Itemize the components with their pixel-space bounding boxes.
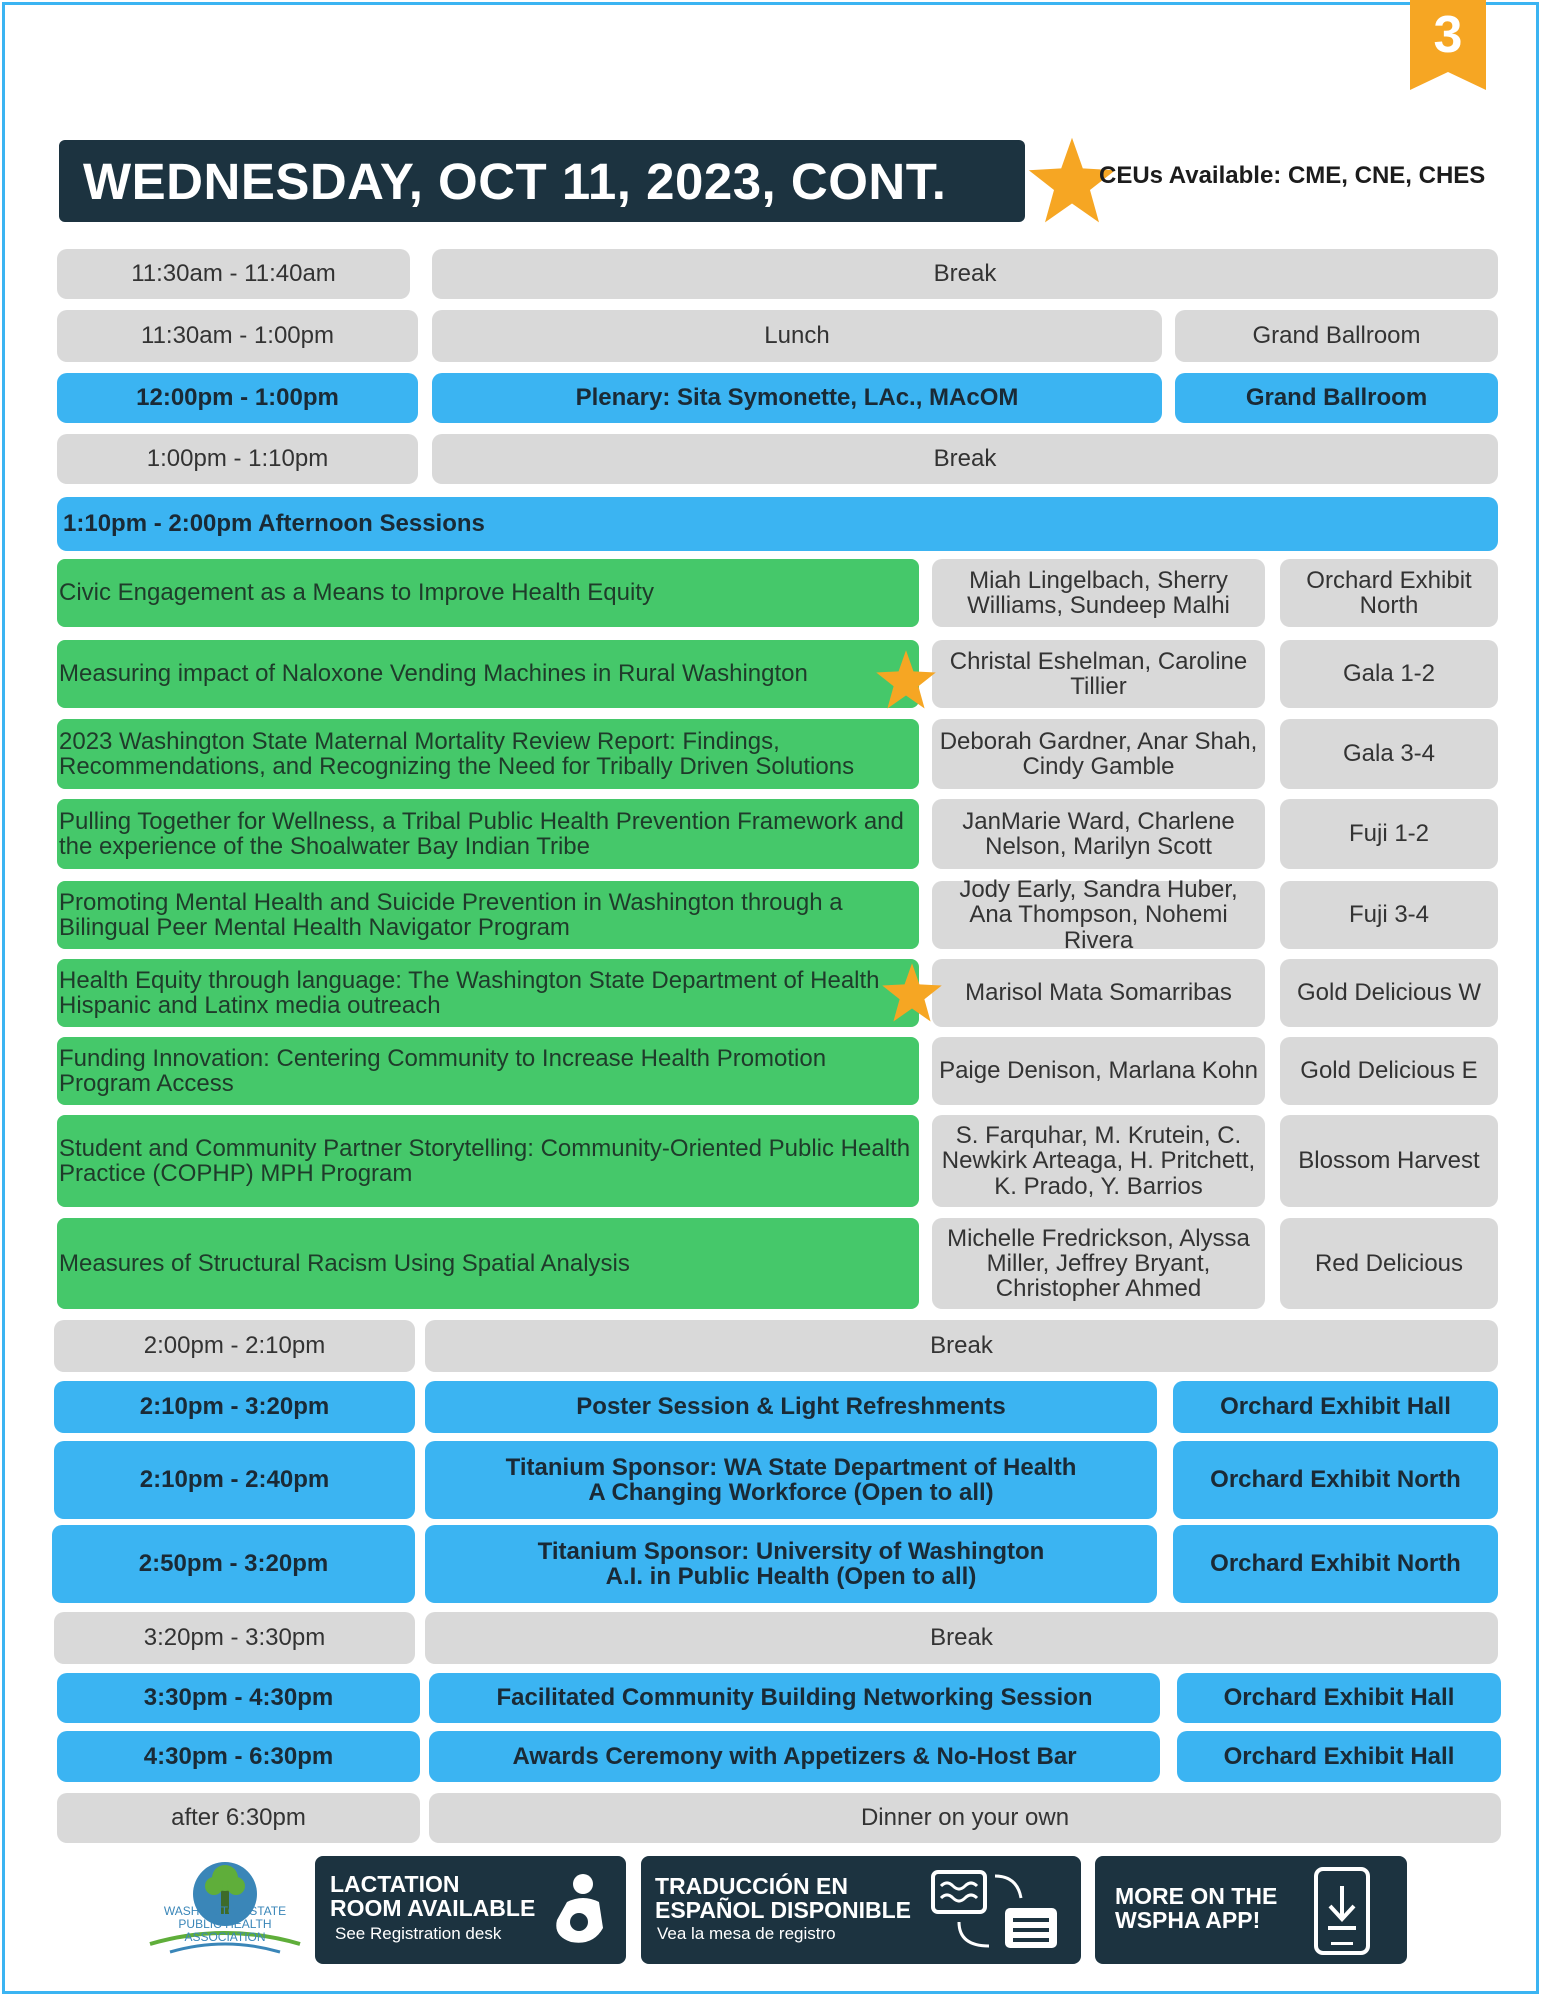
event-cell: Dinner on your own	[429, 1793, 1501, 1843]
room-cell: Orchard Exhibit North	[1173, 1441, 1498, 1519]
session-title: Pulling Together for Wellness, a Tribal Public Health Prevention Framework and the experience of the Shoalwater Bay Indian Tribe	[57, 799, 919, 869]
lactation-room-card	[315, 1856, 626, 1964]
title-line: LACTATION	[330, 1871, 460, 1897]
event-line: A Changing Workforce (Open to all)	[588, 1479, 994, 1506]
lactation-subtext: See Registration desk	[335, 1924, 502, 1943]
event-cell: Break	[432, 249, 1498, 299]
session-title: Measuring impact of Naloxone Vending Machines in Rural Washington	[57, 640, 919, 708]
session-room: Gala 3-4	[1280, 719, 1498, 789]
event-cell: Lunch	[432, 310, 1162, 362]
ceu-star-icon	[875, 649, 937, 711]
time-cell: 1:00pm - 1:10pm	[57, 434, 418, 484]
time-cell: 12:00pm - 1:00pm	[57, 373, 418, 423]
session-speakers: JanMarie Ward, Charlene Nelson, Marilyn Scott	[932, 799, 1265, 869]
session-title: Student and Community Partner Storytelling: Community-Oriented Public Health Practice (COPHP) MPH Program	[57, 1115, 919, 1207]
session-speakers: Miah Lingelbach, Sherry Williams, Sundeep Malhi	[932, 559, 1265, 627]
title-line: ESPAÑOL DISPONIBLE	[655, 1897, 912, 1924]
room-cell: Orchard Exhibit Hall	[1177, 1731, 1501, 1782]
translation-icon	[931, 1868, 1061, 1954]
room-cell: Orchard Exhibit Hall	[1173, 1381, 1498, 1433]
page-title: WEDNESDAY, OCT 11, 2023, CONT.	[59, 140, 1025, 222]
session-room: Red Delicious	[1280, 1218, 1498, 1309]
session-room: Gala 1-2	[1280, 640, 1498, 708]
event-cell: Break	[425, 1320, 1498, 1372]
event-cell: Break	[432, 434, 1498, 484]
session-speakers: Deborah Gardner, Anar Shah, Cindy Gamble	[932, 719, 1265, 789]
time-cell: 4:30pm - 6:30pm	[57, 1731, 420, 1782]
session-room: Gold Delicious E	[1280, 1037, 1498, 1105]
session-title: Health Equity through language: The Washington State Department of Health Hispanic and Latinx media outreach	[57, 959, 919, 1027]
event-cell: Facilitated Community Building Networking Session	[429, 1673, 1160, 1723]
event-cell: Poster Session & Light Refreshments	[425, 1381, 1157, 1433]
ceu-available-text: CEUs Available: CME, CNE, CHES	[1099, 162, 1486, 189]
translation-card	[641, 1856, 1081, 1964]
app-title	[1115, 1884, 1277, 1932]
event-cell: Awards Ceremony with Appetizers & No-Host Bar	[429, 1731, 1160, 1782]
page-number-ribbon	[1410, 0, 1486, 90]
session-speakers: Christal Eshelman, Caroline Tillier	[932, 640, 1265, 708]
time-cell: 11:30am - 1:00pm	[57, 310, 418, 362]
phone-download-icon	[1313, 1866, 1371, 1956]
event-cell: Break	[425, 1612, 1498, 1664]
time-cell: 2:10pm - 3:20pm	[54, 1381, 415, 1433]
sponsor-event-cell	[425, 1441, 1157, 1519]
room-cell: Grand Ballroom	[1175, 373, 1498, 423]
session-title: 2023 Washington State Maternal Mortality Review Report: Findings, Recommendations, and Recognizing the Need for Tribally Driven Solutions	[57, 719, 919, 789]
event-line: A.I. in Public Health (Open to all)	[605, 1563, 977, 1590]
time-cell: 2:10pm - 2:40pm	[54, 1441, 415, 1519]
page-number: 3	[1433, 6, 1463, 64]
session-speakers: S. Farquhar, M. Krutein, C. Newkirk Arteaga, H. Pritchett, K. Prado, Y. Barrios	[932, 1115, 1265, 1207]
time-cell: 3:20pm - 3:30pm	[54, 1612, 415, 1664]
session-room: Blossom Harvest	[1280, 1115, 1498, 1207]
event-line: Titanium Sponsor: University of Washington	[537, 1537, 1045, 1565]
session-speakers: Paige Denison, Marlana Kohn	[932, 1037, 1265, 1105]
sponsor-event-cell	[425, 1525, 1157, 1603]
logo-text	[140, 1905, 310, 1945]
translation-subtext: Vea la mesa de registro	[657, 1924, 836, 1943]
time-cell: 11:30am - 11:40am	[57, 249, 410, 299]
time-cell: 2:50pm - 3:20pm	[52, 1525, 415, 1603]
session-speakers: Jody Early, Sandra Huber, Ana Thompson, Nohemi Rivera	[932, 881, 1265, 949]
session-title: Measures of Structural Racism Using Spatial Analysis	[57, 1218, 919, 1309]
room-cell: Grand Ballroom	[1175, 310, 1498, 362]
logo-line: PUBLIC HEALTH ASSOCIATION	[178, 1917, 272, 1945]
time-cell: 3:30pm - 4:30pm	[57, 1673, 420, 1723]
mother-baby-icon	[547, 1872, 613, 1948]
afternoon-sessions-header: 1:10pm - 2:00pm Afternoon Sessions	[57, 497, 1498, 551]
session-room: Fuji 1-2	[1280, 799, 1498, 869]
ceu-star-icon	[881, 962, 943, 1024]
session-title: Civic Engagement as a Means to Improve Health Equity	[57, 559, 919, 627]
room-cell: Orchard Exhibit North	[1173, 1525, 1498, 1603]
lactation-title	[330, 1872, 535, 1920]
session-title: Funding Innovation: Centering Community to Increase Health Promotion Program Access	[57, 1037, 919, 1105]
title-line: WSPHA APP!	[1115, 1907, 1261, 1934]
translation-title	[655, 1874, 911, 1922]
session-room: Gold Delicious W	[1280, 959, 1498, 1027]
event-line: Titanium Sponsor: WA State Department of Health	[505, 1453, 1077, 1481]
title-line: ROOM AVAILABLE	[330, 1895, 536, 1922]
wspha-app-card[interactable]	[1095, 1856, 1407, 1964]
session-speakers: Michelle Fredrickson, Alyssa Miller, Jeffrey Bryant, Christopher Ahmed	[932, 1218, 1265, 1309]
title-line: TRADUCCIÓN EN	[655, 1873, 848, 1899]
session-room: Fuji 3-4	[1280, 881, 1498, 949]
session-title: Promoting Mental Health and Suicide Prevention in Washington through a Bilingual Peer Mental Health Navigator Program	[57, 881, 919, 949]
session-room: Orchard Exhibit North	[1280, 559, 1498, 627]
room-cell: Orchard Exhibit Hall	[1177, 1673, 1501, 1723]
title-line: MORE ON THE	[1115, 1883, 1278, 1909]
plenary-event-cell: Plenary: Sita Symonette, LAc., MAcOM	[432, 373, 1162, 423]
time-cell: after 6:30pm	[57, 1793, 420, 1843]
logo-line: WASHINGTON STATE	[163, 1904, 287, 1918]
time-cell: 2:00pm - 2:10pm	[54, 1320, 415, 1372]
session-speakers: Marisol Mata Somarribas	[932, 959, 1265, 1027]
